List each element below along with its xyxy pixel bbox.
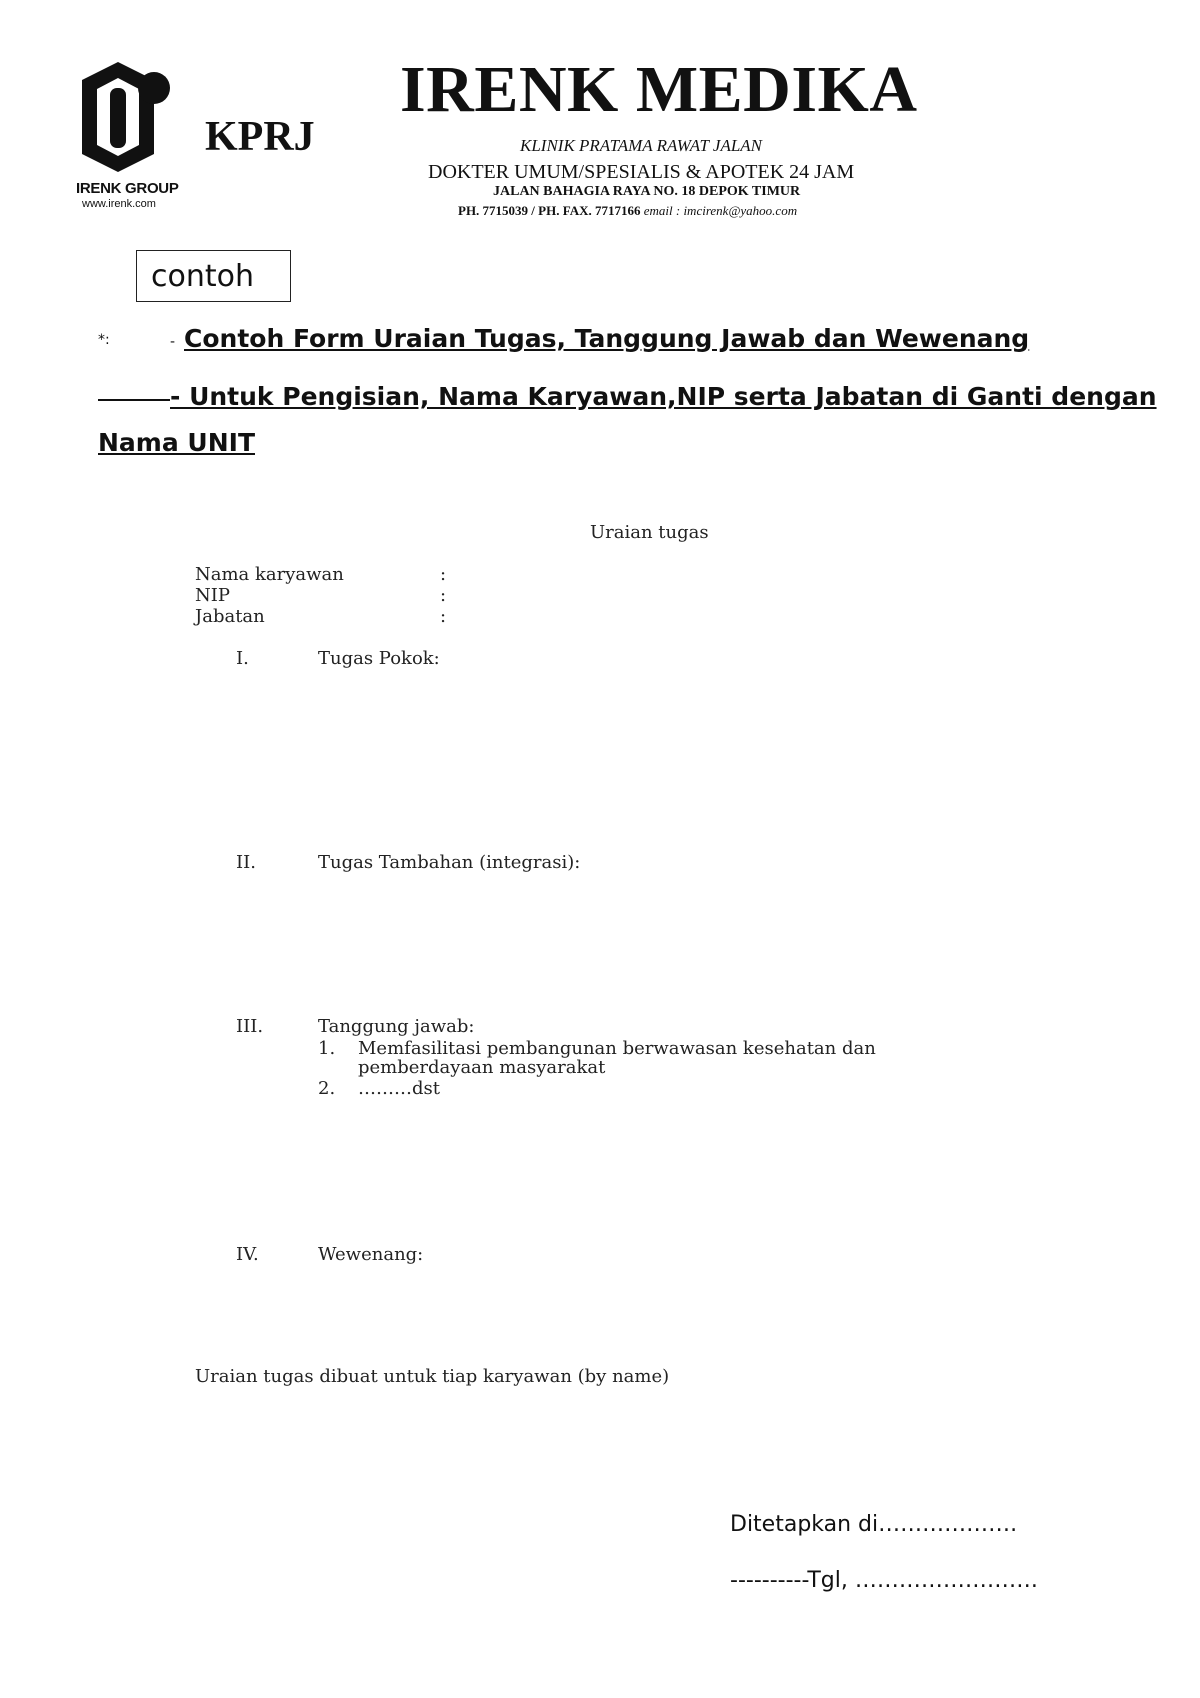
list-item-continuation: pemberdayaan masyarakat bbox=[358, 1057, 606, 1078]
field-colon: : bbox=[440, 564, 447, 585]
clinic-phone: PH. 7715039 / PH. FAX. 7717166 bbox=[458, 203, 641, 218]
form-footnote: Uraian tugas dibuat untuk tiap karyawan (by name) bbox=[195, 1366, 670, 1387]
field-label-nip: NIP bbox=[195, 585, 230, 606]
clinic-subtitle: KLINIK PRATAMA RAWAT JALAN bbox=[520, 136, 763, 155]
section-title-responsibility: Tanggung jawab: bbox=[318, 1016, 475, 1037]
clinic-email: email : imcirenk@yahoo.com bbox=[643, 203, 798, 218]
logo-url-text: www.irenk.com bbox=[82, 198, 156, 210]
signature-place: Ditetapkan di………………. bbox=[730, 1512, 1018, 1537]
note-bullet: *: bbox=[98, 332, 110, 348]
section-title-additional-duties: Tugas Tambahan (integrasi): bbox=[318, 852, 581, 873]
list-item: ………dst bbox=[358, 1078, 440, 1099]
field-colon: : bbox=[440, 585, 447, 606]
clinic-service: DOKTER UMUM/SPESIALIS & APOTEK 24 JAM bbox=[428, 161, 855, 183]
section-number: IV. bbox=[236, 1244, 259, 1265]
list-item-number: 2. bbox=[318, 1078, 336, 1099]
list-item: Memfasilitasi pembangunan berwawasan kesehatan dan bbox=[358, 1038, 876, 1059]
logo-group-text: IRENK GROUP bbox=[76, 180, 179, 197]
section-title-main-duties: Tugas Pokok: bbox=[318, 648, 440, 669]
irenk-group-logo-icon bbox=[76, 58, 176, 176]
unit-label: KPRJ bbox=[205, 114, 315, 160]
clinic-phone-line bbox=[458, 203, 797, 219]
field-label-name: Nama karyawan bbox=[195, 564, 344, 585]
list-item-number: 1. bbox=[318, 1038, 336, 1059]
signature-date: ----------Tgl, ……………………. bbox=[730, 1568, 1038, 1593]
note-dash: - bbox=[170, 334, 176, 350]
note-line-1: Contoh Form Uraian Tugas, Tanggung Jawab dan Wewenang bbox=[184, 324, 1030, 353]
sample-label-box: contoh bbox=[136, 250, 291, 302]
clinic-name: IRENK MEDIKA bbox=[400, 53, 918, 126]
note-leading-underline bbox=[98, 377, 170, 401]
section-number: II. bbox=[236, 852, 256, 873]
field-colon: : bbox=[440, 606, 447, 627]
section-number: III. bbox=[236, 1016, 264, 1037]
field-label-position: Jabatan bbox=[195, 606, 265, 627]
note-line-2-text: - Untuk Pengisian, Nama Karyawan,NIP serta Jabatan di Ganti dengan Nama UNIT bbox=[98, 382, 1157, 457]
section-number: I. bbox=[236, 648, 249, 669]
form-title: Uraian tugas bbox=[590, 522, 709, 543]
clinic-address: JALAN BAHAGIA RAYA NO. 18 DEPOK TIMUR bbox=[493, 184, 801, 199]
note-line-2 bbox=[98, 374, 1200, 466]
section-title-authority: Wewenang: bbox=[318, 1244, 424, 1265]
